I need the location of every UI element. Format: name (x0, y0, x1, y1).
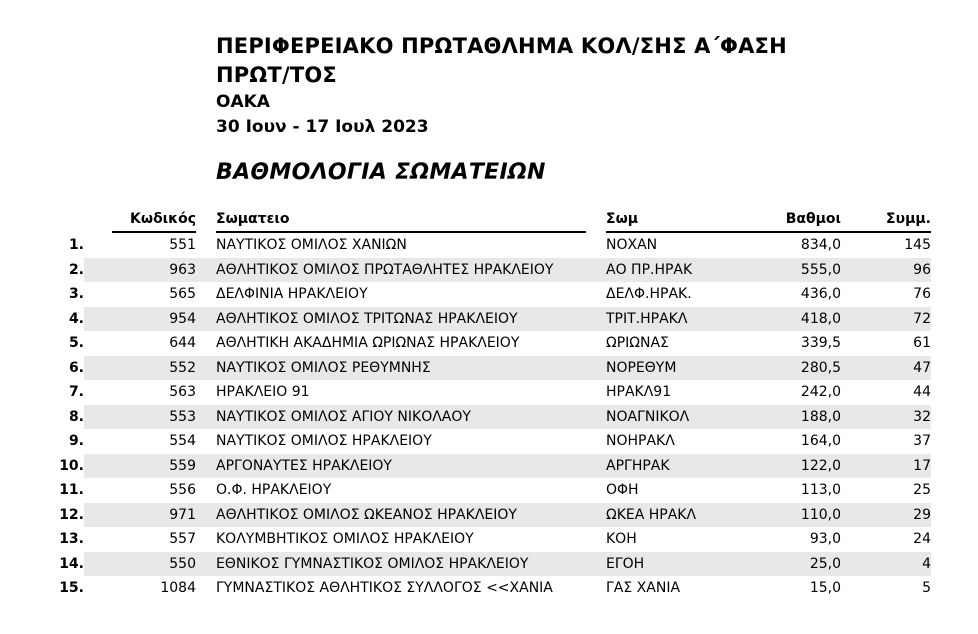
rank: 9. (68, 433, 84, 450)
club-code: 556 (169, 482, 196, 499)
table-row (0, 454, 978, 479)
points: 555,0 (736, 258, 841, 283)
club-code: 553 (112, 405, 196, 430)
club-code: 963 (112, 258, 196, 283)
club-code: 552 (112, 356, 196, 381)
club-code: 551 (169, 237, 196, 254)
rank: 7. (68, 384, 84, 401)
rank: 6. (68, 359, 84, 376)
club-abbr: ΑΟ ΠΡ.ΗΡΑΚ (606, 258, 736, 283)
club-abbr: ΤΡΙΤ.ΗΡΑΚΛ (606, 307, 736, 332)
date-range: 30 Ιουν - 17 Ιουλ 2023 (216, 117, 429, 137)
rank: 3. (68, 286, 84, 303)
club-code: 563 (169, 384, 196, 401)
table-row (0, 233, 978, 258)
document-header (216, 32, 916, 140)
table-row (0, 552, 978, 577)
club-abbr: ΩΡΙΩΝΑΣ (606, 335, 669, 352)
col-header-code: Κωδικός (112, 207, 196, 233)
table-row (0, 478, 978, 503)
table-row (0, 380, 978, 405)
club-abbr: ΕΓΟΗ (606, 552, 736, 577)
points: 113,0 (800, 482, 841, 499)
table-row (0, 405, 978, 430)
club-abbr: ΝΟΧΑΝ (606, 237, 658, 254)
points: 25,0 (736, 552, 841, 577)
participations: 25 (913, 482, 931, 499)
club-name: Ο.Φ. ΗΡΑΚΛΕΙΟΥ (216, 482, 332, 499)
table-row (0, 356, 978, 381)
points: 164,0 (800, 433, 841, 450)
points: 122,0 (736, 454, 841, 479)
club-name: ΔΕΛΦΙΝΙΑ ΗΡΑΚΛΕΙΟΥ (216, 286, 368, 303)
participations: 24 (913, 531, 931, 548)
club-name: ΕΘΝΙΚΟΣ ΓΥΜΝΑΣΤΙΚΟΣ ΟΜΙΛΟΣ ΗΡΑΚΛΕΙΟΥ (216, 552, 586, 577)
club-abbr: ΑΡΓΗΡΑΚ (606, 454, 736, 479)
rank: 8. (68, 408, 84, 425)
points: 15,0 (809, 580, 841, 597)
participations: 61 (913, 335, 931, 352)
col-header-points: Βαθμοι (736, 207, 841, 233)
club-name: ΑΡΓΟΝΑΥΤΕΣ ΗΡΑΚΛΕΙΟΥ (216, 454, 586, 479)
rank: 14. (59, 555, 84, 572)
points: 339,5 (800, 335, 841, 352)
championship-category: ΠΡΩΤ/ΤΟΣ (216, 63, 337, 87)
club-code: 1084 (160, 580, 196, 597)
championship-title: ΠΕΡΙΦΕΡΕΙΑΚΟ ΠΡΩΤΑΘΛΗΜΑ ΚΟΛ/ΣΗΣ Α΄ΦΑΣΗ (216, 34, 787, 58)
club-name: ΚΟΛΥΜΒΗΤΙΚΟΣ ΟΜΙΛΟΣ ΗΡΑΚΛΕΙΟΥ (216, 531, 474, 548)
rank: 5. (68, 335, 84, 352)
club-name: ΝΑΥΤΙΚΟΣ ΟΜΙΛΟΣ ΡΕΘΥΜΝΗΣ (216, 356, 586, 381)
rank: 15. (59, 580, 84, 597)
participations: 17 (841, 454, 931, 479)
rank: 4. (68, 310, 84, 327)
table-row (0, 576, 978, 601)
participations: 29 (841, 503, 931, 528)
participations: 47 (841, 356, 931, 381)
club-name: ΓΥΜΝΑΣΤΙΚΟΣ ΑΘΛΗΤΙΚΟΣ ΣΥΛΛΟΓΟΣ <<ΧΑΝΙΑ (216, 580, 553, 597)
points: 93,0 (809, 531, 841, 548)
table-row (0, 307, 978, 332)
table-header-row (0, 207, 978, 233)
rank: 10. (59, 457, 84, 474)
club-code: 971 (112, 503, 196, 528)
club-abbr: ΝΟΗΡΑΚΛ (606, 433, 675, 450)
club-abbr: ΓΑΣ ΧΑΝΙΑ (606, 580, 681, 597)
points: 110,0 (736, 503, 841, 528)
participations: 37 (913, 433, 931, 450)
col-header-participations: Συμμ. (841, 207, 931, 233)
club-code: 954 (112, 307, 196, 332)
table-row (0, 527, 978, 552)
club-name: ΝΑΥΤΙΚΟΣ ΟΜΙΛΟΣ ΗΡΑΚΛΕΙΟΥ (216, 433, 432, 450)
table-row (0, 282, 978, 307)
col-header-club: Σωματειο (216, 207, 586, 233)
rank: 11. (59, 482, 84, 499)
club-abbr: ΗΡΑΚΛ91 (606, 384, 672, 401)
table-row (0, 331, 978, 356)
points: 418,0 (736, 307, 841, 332)
points: 834,0 (800, 237, 841, 254)
table-row (0, 503, 978, 528)
club-name: ΝΑΥΤΙΚΟΣ ΟΜΙΛΟΣ ΧΑΝΙΩΝ (216, 237, 407, 254)
rank: 13. (59, 531, 84, 548)
club-code: 644 (169, 335, 196, 352)
section-title: ΒΑΘΜΟΛΟΓΙΑ ΣΩΜΑΤΕΙΩΝ (216, 160, 546, 185)
venue: ΟΑΚΑ (216, 92, 270, 112)
club-code: 565 (169, 286, 196, 303)
club-name: ΗΡΑΚΛΕΙΟ 91 (216, 384, 310, 401)
participations: 76 (913, 286, 931, 303)
club-standings-table (0, 207, 978, 601)
participations: 44 (913, 384, 931, 401)
points: 280,5 (736, 356, 841, 381)
participations: 72 (841, 307, 931, 332)
rank: 1. (68, 237, 84, 254)
club-abbr: ΔΕΛΦ.ΗΡΑΚ. (606, 286, 692, 303)
club-name: ΝΑΥΤΙΚΟΣ ΟΜΙΛΟΣ ΑΓΙΟΥ ΝΙΚΟΛΑΟΥ (216, 405, 586, 430)
rank: 2. (68, 261, 84, 278)
participations: 96 (841, 258, 931, 283)
club-name: ΑΘΛΗΤΙΚΟΣ ΟΜΙΛΟΣ ΤΡΙΤΩΝΑΣ ΗΡΑΚΛΕΙΟΥ (216, 307, 586, 332)
club-name: ΑΘΛΗΤΙΚΟΣ ΟΜΙΛΟΣ ΠΡΩΤΑΘΛΗΤΕΣ ΗΡΑΚΛΕΙΟΥ (216, 258, 586, 283)
col-header-abbr: Σωμ (606, 207, 736, 233)
rank: 12. (59, 506, 84, 523)
club-abbr: ΟΦΗ (606, 482, 639, 499)
club-code: 559 (112, 454, 196, 479)
points: 188,0 (736, 405, 841, 430)
club-code: 554 (169, 433, 196, 450)
club-abbr: ΩΚΕΑ ΗΡΑΚΛ (606, 503, 736, 528)
participations: 5 (922, 580, 931, 597)
club-abbr: ΝΟΡΕΘΥΜ (606, 356, 736, 381)
points: 242,0 (800, 384, 841, 401)
participations: 4 (841, 552, 931, 577)
club-abbr: ΚΟΗ (606, 531, 637, 548)
participations: 145 (904, 237, 931, 254)
table-row (0, 258, 978, 283)
points: 436,0 (800, 286, 841, 303)
club-name: ΑΘΛΗΤΙΚΗ ΑΚΑΔΗΜΙΑ ΩΡΙΩΝΑΣ ΗΡΑΚΛΕΙΟΥ (216, 335, 520, 352)
table-row (0, 429, 978, 454)
club-abbr: ΝΟΑΓΝΙΚΟΛ (606, 405, 736, 430)
participations: 32 (841, 405, 931, 430)
club-name: ΑΘΛΗΤΙΚΟΣ ΟΜΙΛΟΣ ΩΚΕΑΝΟΣ ΗΡΑΚΛΕΙΟΥ (216, 503, 586, 528)
club-code: 557 (169, 531, 196, 548)
club-code: 550 (112, 552, 196, 577)
